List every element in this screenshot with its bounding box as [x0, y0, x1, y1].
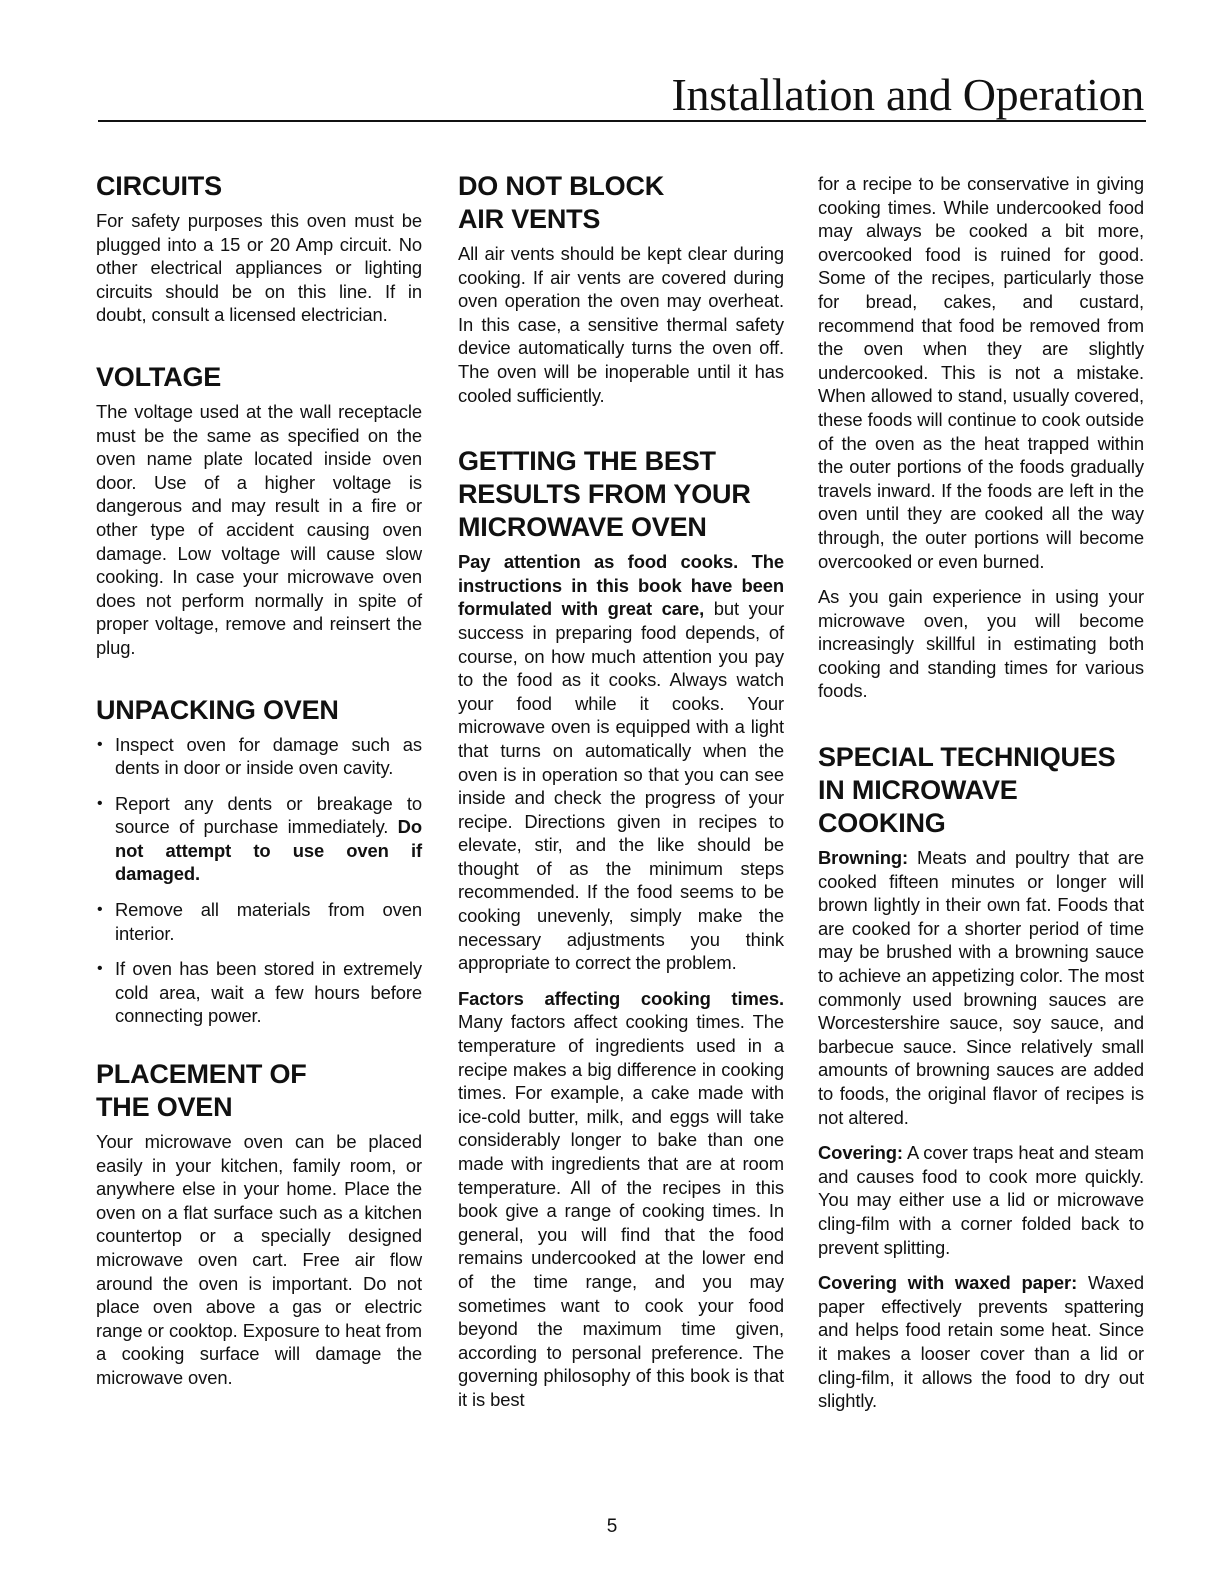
list-item: [96, 792, 422, 886]
circuits-body: For safety purposes this oven must be plugged into a 15 or 20 Amp circuit. No other electrical appliances or lighting circuits should be on this line. If in doubt, consult a licensed electrician.: [96, 210, 422, 326]
section-unpacking-oven: [96, 694, 422, 1029]
heading-line: PLACEMENT OF: [96, 1059, 307, 1090]
list-item: [96, 733, 422, 780]
list-item: [96, 898, 422, 945]
paragraph-body: Meats and poultry that are cooked fifteen minutes or longer will brown lightly in their own fat. Foods that are cooked for a shorter period of time may be brushed with a browning sauce to achieve an appetizing color. The most commonly used browning sauces are Worcestershire sauce, soy sauce, and barbecue sauce. Since relatively small amounts of browning sauces are added to foods, the original flavor of recipes is not altered.: [818, 847, 1144, 1128]
heading-line: DO NOT BLOCK: [458, 171, 665, 201]
page-title: Installation and Operation: [671, 69, 1144, 120]
section-continuation: [818, 172, 1144, 703]
waxed-paper-paragraph: [818, 1271, 1144, 1413]
section-heading-placement: [96, 1058, 422, 1124]
heading-line: RESULTS FROM YOUR: [458, 479, 751, 510]
continuation-paragraph: for a recipe to be conservative in giving cooking times. While undercooked food may always be cooked a bit more, overcooked food is ruined for good. Some of the recipes, particularly those for bread, cakes, and custard, recommend that food be removed from the oven when they are slightly undercooked. This is not a mistake. When allowed to stand, usually covered, these foods will continue to cook outside of the oven as the heat trapped within the outer portions of the foods gradually travels inward. If the foods are left in the oven until they are cooked all the way through, the outer portions will become overcooked or even burned.: [818, 173, 1144, 572]
covering-paragraph: [818, 1141, 1144, 1259]
column-middle: [458, 170, 784, 1412]
section-heading-special-techniques: [818, 741, 1144, 840]
heading-line: COOKING: [818, 808, 946, 839]
voltage-body: The voltage used at the wall receptacle must be the same as specified on the oven name plate located inside oven door. Use of a higher voltage is dangerous and may result in a fire or other type of accident causing oven damage. Low voltage will cause slow cooking. In case your microwave oven does not perform normally in spite of proper voltage, remove and reinsert the plug.: [96, 400, 422, 658]
paragraph-lead: Browning:: [818, 847, 909, 869]
paragraph-lead: Covering with waxed paper:: [818, 1272, 1078, 1294]
bullet-icon: •: [97, 960, 103, 978]
column-left: [96, 170, 422, 1390]
heading-line: IN MICROWAVE: [818, 775, 1018, 806]
paragraph-lead: Pay attention as food cooks. The instructions in this book have been formulated with great care,: [458, 551, 784, 620]
list-item-text: Inspect oven for damage such as dents in door or inside oven cavity.: [115, 733, 422, 779]
heading-line: GETTING THE BEST: [458, 446, 716, 477]
list-item: [96, 957, 422, 1028]
air-vents-body: All air vents should be kept clear during cooking. If air vents are covered during oven operation the oven may overheat. In this case, a sensitive thermal safety device automatically turns the oven off. The oven will be inoperable until it has cooled sufficiently.: [458, 243, 784, 406]
placement-body: Your microwave oven can be placed easily in your kitchen, family room, or anywhere else in your home. Place the oven on a flat surface such as a kitchen countertop or a specially designed microwave oven cart. Free air flow around the oven is important. Do not place oven above a gas or electric range or cooktop. Exposure to heat from a cooking surface will damage the microwave oven.: [96, 1131, 422, 1388]
section-heading-best-results: [458, 445, 784, 544]
bullet-icon: •: [97, 794, 103, 812]
list-item-text: Report any dents or breakage to source of purchase immediately.: [115, 792, 422, 838]
heading-line: THE OVEN: [96, 1092, 233, 1123]
paragraph-body: Waxed paper effectively prevents spattering and helps food retain some heat. Since it makes a looser cover than a lid or cling-film, it allows the food to dry out slightly.: [818, 1272, 1144, 1412]
page-number: 5: [606, 1516, 618, 1537]
paragraph-lead: Covering:: [818, 1142, 903, 1164]
list-item-text: Remove all materials from oven interior.: [115, 899, 422, 944]
paragraph-body: A cover traps heat and steam and causes food to cook more quickly. You may either use a lid or microwave cling-film with a corner folded back to prevent splitting.: [818, 1142, 1144, 1258]
section-special-techniques: [818, 741, 1144, 1413]
unpacking-list: [96, 733, 422, 1029]
paragraph-body: Many factors affect cooking times. The temperature of ingredients used in a recipe makes a big difference in cooking times. For example, a cake made with ice-cold butter, milk, and eggs will take considerably longer to bake than one made with ingredients that are at room temperature. All of the recipes in this book give a range of cooking times. In general, you will find that the food remains undercooked at the lower end of the time range, and you may sometimes want to cook your food beyond the maximum time given, according to personal preference. The governing philosophy of this book is that it is best: [458, 1011, 784, 1410]
section-best-results: [458, 445, 784, 1411]
section-placement: [96, 1058, 422, 1390]
page-header: [98, 62, 1146, 122]
section-air-vents: [458, 170, 784, 407]
section-heading-air-vents: [458, 170, 784, 236]
experience-paragraph: As you gain experience in using your microwave oven, you will become increasingly skillful in estimating both cooking and standing times for various foods.: [818, 586, 1144, 702]
section-heading-voltage: VOLTAGE: [96, 361, 222, 392]
heading-line: MICROWAVE OVEN: [458, 512, 707, 543]
section-heading-circuits: CIRCUITS: [96, 171, 222, 201]
bullet-icon: •: [97, 735, 103, 753]
heading-line: SPECIAL TECHNIQUES: [818, 742, 1116, 773]
bullet-icon: •: [97, 901, 103, 919]
browning-paragraph: [818, 846, 1144, 1129]
paragraph-lead: Factors affecting cooking times.: [458, 987, 784, 1009]
warning-text: Do not attempt to use oven if damaged.: [115, 816, 422, 885]
section-voltage: [96, 361, 422, 660]
paragraph-body: but your success in preparing food depends, of course, on how much attention you pay to the food as it cooks. Always watch your food while it cooks. Your microwave oven is equipped with a light that turns on automatically when the oven is in operation so that you can see inside and check the progress of your recipe. Directions given in recipes to elevate, stir, and the like should be thought of as the minimum steps recommended. If the food seems to be cooking unevenly, simply make the necessary adjustments you think appropriate to correct the problem.: [458, 598, 784, 974]
list-item-text: If oven has been stored in extremely cold area, wait a few hours before connecting power.: [115, 958, 422, 1027]
best-results-paragraph: [458, 550, 784, 975]
column-right: [818, 172, 1144, 1413]
section-heading-unpacking: UNPACKING OVEN: [96, 694, 339, 725]
heading-line: AIR VENTS: [458, 204, 601, 234]
cooking-times-paragraph: [458, 987, 784, 1412]
section-circuits: [96, 170, 422, 327]
